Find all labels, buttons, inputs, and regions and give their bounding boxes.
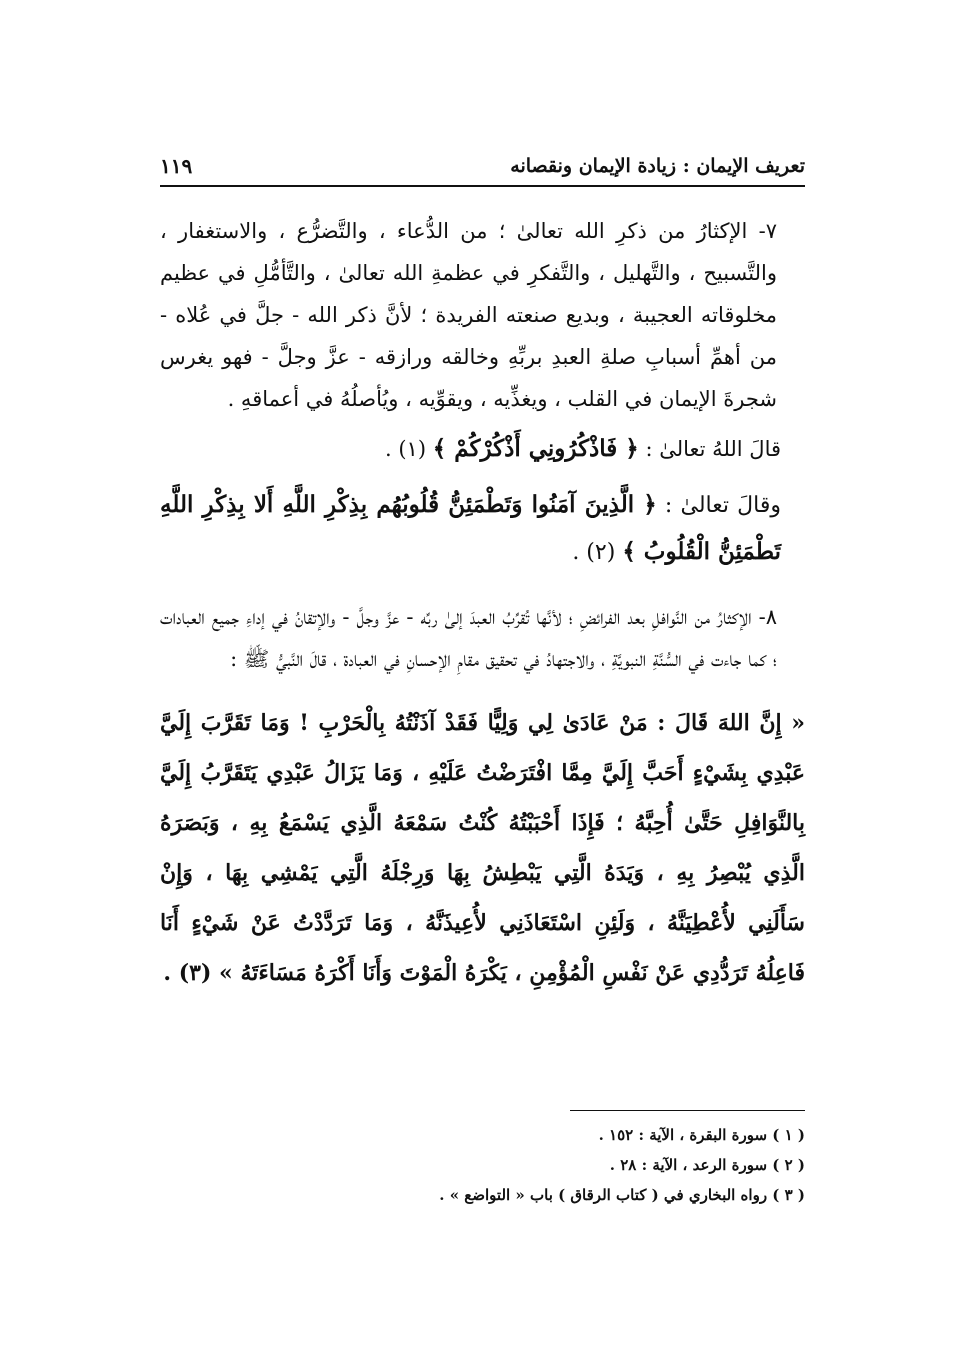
main-text xyxy=(160,210,805,998)
page-number: ١١٩ xyxy=(160,154,193,178)
footnote-2: ( ٢ ) سورة الرعد ، الآية : ٢٨ . xyxy=(609,1156,805,1174)
quote-1-intro: قالَ اللهُ تعالىٰ : xyxy=(645,437,781,461)
quote-1-ref: (١) . xyxy=(385,437,427,461)
quran-quote-1 xyxy=(160,428,805,470)
quran-quote-2 xyxy=(160,482,805,576)
hadith-ref: (٣) . xyxy=(163,960,212,986)
header-divider xyxy=(160,185,805,187)
hadith-text xyxy=(160,698,805,998)
quote-1-verse: ﴿ فَاذْكُرُونِي أَذْكُرْكُمْ ﴾ xyxy=(432,435,639,462)
quote-2-ref: (٢) . xyxy=(572,540,616,565)
page-header xyxy=(160,148,805,184)
quote-2-verse: ﴿ الَّذِينَ آمَنُوا وَتَطْمَئِنُّ قُلُوبُهُم بِذِكْرِ اللَّهِ أَلا بِذِكْرِ اللَّهِ تَطْمَئِنُّ الْقُلُوبُ ﴾ xyxy=(160,491,781,565)
paragraph-8: ٨- الإكثارُ من النَّوافلِ بعد الفرائضِ ؛ لأنَّها تُقرِّبُ العبدَ إلىٰ ربِّه - عزَّ وجلَّ - والإتقانُ في إداءِ جميع العبادات ؛ كما جاءت في السُّنَّةِ النبويَّةِ ، والاجتهادُ في تحقيق مقامِ الإحسانِ في العبادة ، قالَ النَّبيُّ ﷺ : xyxy=(160,605,777,671)
quote-2-intro: وقالَ تعالىٰ : xyxy=(664,493,781,518)
paragraph-7: ٧- الإكثارُ من ذكرِ الله تعالىٰ ؛ من الدُّعاء ، والتَّضرُّع ، والاستغفار ، والتَّسبيح ، والتَّهليل ، والتَّفكرِ في عظمةِ الله تعالىٰ ، والتَّأمُّلِ في عظيم مخلوقاته العجيبة ، وبديع صنعته الفريدة ؛ لأنَّ ذكر الله - جلَّ في عُلاه - من أهمِّ أسبابِ صلةِ العبدِ بربِّهِ وخالقه ورازقه - عزَّ وجلَّ - فهو يغرس شجرةَ الإيمان في القلب ، ويغذِّيه ، ويقوِّيه ، ويُأصلُهُ في أعماقهِ . xyxy=(160,219,777,411)
footnotes xyxy=(160,1120,805,1210)
running-title: تعريف الإيمان : زيادة الإيمان ونقصانه xyxy=(510,155,805,177)
footnote-3: ( ٣ ) رواه البخاري في ( كتاب الرقاق ) باب « التواضع » . xyxy=(439,1186,805,1204)
footnote-divider xyxy=(570,1110,805,1111)
footnote-1: ( ١ ) سورة البقرة ، الآية : ١٥٢ . xyxy=(598,1126,805,1144)
hadith-body: « إِنَّ اللهَ قَالَ : مَنْ عَادَىٰ لِي وَلِيًّا فَقَدْ آذَنْتُهُ بِالْحَرْبِ ! وَمَا تَقَرَّبَ إِلَيَّ عَبْدِي بِشَيْءٍ أَحَبَّ إِلَيَّ مِمَّا افْتَرَضْتُ عَلَيْهِ ، وَمَا يَزَالُ عَبْدِي يَتَقَرَّبُ إِلَيَّ بِالنَّوَافِلِ حَتَّىٰ أُحِبَّهُ ؛ فَإِذَا أَحْبَبْتُهُ كُنْتُ سَمْعَهُ الَّذِي يَسْمَعُ بِهِ ، وَبَصَرَهُ الَّذِي يُبْصِرُ بِهِ ، وَيَدَهُ الَّتِي يَبْطِشُ بِهَا وَرِجْلَهُ الَّتِي يَمْشِي بِهَا ، وَإِنْ سَأَلَنِي لأُعْطِيَنَّهُ ، وَلَئِنِ اسْتَعَاذَنِي لأُعِيذَنَّهُ ، وَمَا تَرَدَّدْتُ عَنْ شَيْءٍ أَنَا فَاعِلُهُ تَرَدُّدِي عَنْ نَفْسِ الْمُؤْمِنِ ، يَكْرَهُ الْمَوْتَ وَأَنَا أَكْرَهُ مَسَاءَتَهُ » xyxy=(160,710,805,986)
